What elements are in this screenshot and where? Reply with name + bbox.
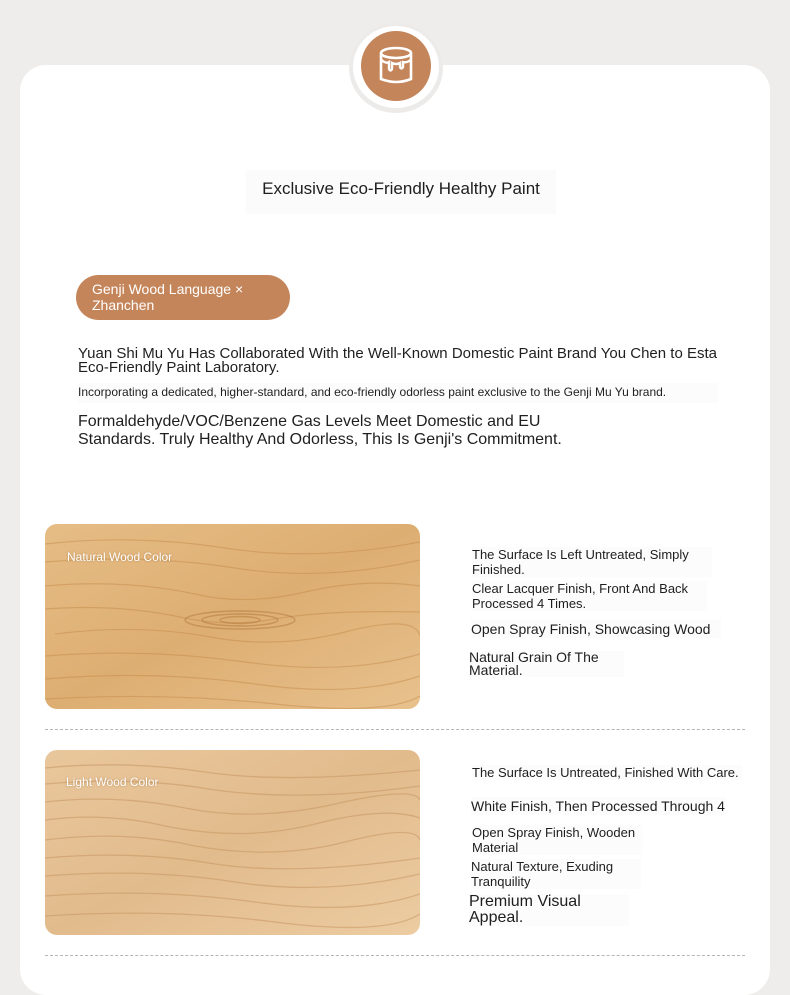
page-title: Exclusive Eco-Friendly Healthy Paint	[246, 170, 556, 214]
intro-headline-line-1: Yuan Shi Mu Yu Has Collaborated With the Well-Known Domestic Paint Brand You Chen to Esta	[78, 347, 717, 362]
light-wood-swatch	[45, 750, 420, 935]
light-desc-3: Open Spray Finish, Wooden Material	[472, 825, 642, 855]
light-desc-4: Natural Texture, Exuding Tranquility	[471, 859, 641, 889]
natural-wood-label: Natural Wood Color	[67, 550, 173, 564]
pill-line-2: Zhanchen	[92, 297, 155, 313]
intro-subline: Incorporating a dedicated, higher-standard, and eco-friendly odorless paint exclusive to the Genji Mu Yu brand.	[78, 383, 718, 403]
intro-headline	[78, 347, 790, 375]
light-wood-label: Light Wood Color	[66, 775, 159, 789]
light-desc-2: White Finish, Then Processed Through 4	[471, 798, 725, 814]
section-divider-bottom	[45, 955, 745, 956]
natural-desc-3: Open Spray Finish, Showcasing Wood	[471, 620, 721, 638]
intro-headline-line-2: Eco-Friendly Paint Laboratory.	[78, 359, 280, 375]
intro-commitment: Formaldehyde/VOC/Benzene Gas Levels Meet Domestic and EU Standards. Truly Healthy And Odorless, This Is Genji's Commitment.	[78, 413, 562, 448]
natural-desc-1: The Surface Is Left Untreated, Simply Finished.	[472, 547, 712, 577]
natural-desc-4: Natural Grain Of The Material.	[469, 651, 624, 677]
paint-bucket-icon	[377, 46, 415, 86]
light-desc-5: Premium Visual Appeal.	[469, 894, 629, 926]
collab-pill	[76, 275, 290, 320]
light-desc-1: The Surface Is Untreated, Finished With Care.	[472, 765, 742, 780]
section-divider	[45, 729, 745, 730]
natural-desc-2: Clear Lacquer Finish, Front And Back Processed 4 Times.	[472, 581, 707, 611]
paint-bucket-badge	[361, 31, 431, 101]
natural-wood-swatch	[45, 524, 420, 709]
pill-line-1: Genji Wood Language ×	[92, 281, 244, 297]
